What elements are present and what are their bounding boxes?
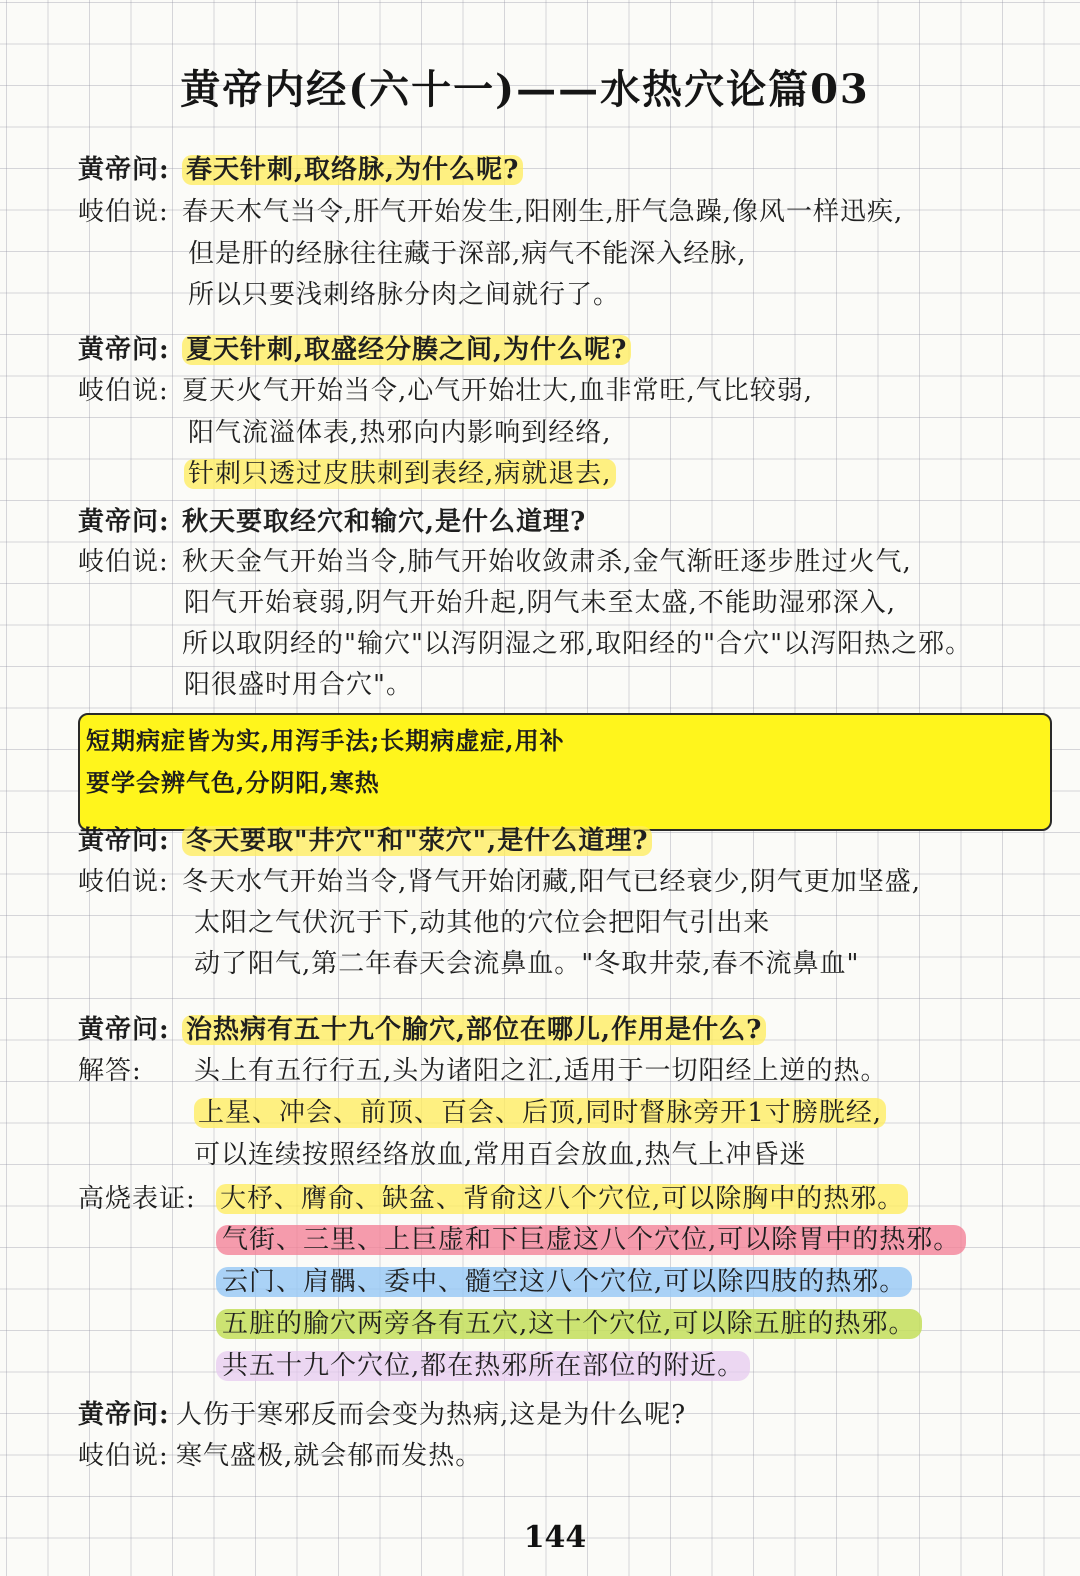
question-highlight: 夏天针刺,取盛经分腠之间,为什么呢? [182, 335, 631, 365]
acupoint-line [216, 1307, 922, 1341]
question-label: 黄帝问: [78, 155, 170, 185]
answer-line: 可以连续按照经络放血,常用百会放血,热气上冲昏迷 [194, 1140, 807, 1170]
acupoint-highlight-green: 五脏的腧穴两旁各有五穴,这十个穴位,可以除五脏的热邪。 [216, 1309, 922, 1339]
acupoint-highlight-yellow: 大杼、膺俞、缺盆、背俞这八个穴位,可以除胸中的热邪。 [216, 1184, 908, 1214]
answer-label: 岐伯说: [78, 547, 169, 577]
acupoint-highlight-blue: 云门、肩髃、委中、髓空这八个穴位,可以除四肢的热邪。 [216, 1267, 912, 1297]
answer-line: 太阳之气伏沉于下,动其他的穴位会把阳气引出来 [194, 908, 771, 938]
question-text [182, 153, 523, 187]
page-number: 144 [523, 1520, 587, 1555]
question-label: 黄帝问: [78, 1015, 170, 1045]
question-label: 黄帝问: [78, 1400, 170, 1430]
answer-line: 但是肝的经脉往往藏于深部,病气不能深入经脉, [188, 239, 747, 269]
answer-line [184, 457, 616, 491]
answer-highlight: 针刺只透过皮肤刺到表经,病就退去, [184, 459, 616, 489]
answer-line: 春天木气当令,肝气开始发生,阳刚生,肝气急躁,像风一样迅疾, [182, 197, 904, 227]
question-text [182, 1013, 766, 1047]
answer-line: 所以取阴经的"输穴"以泻阴湿之邪,取阳经的"合穴"以泻阳热之邪。 [182, 629, 973, 659]
fever-label: 高烧表证: [78, 1184, 196, 1214]
answer-line: 头上有五行行五,头为诸阳之汇,适用于一切阳经上逆的热。 [194, 1056, 888, 1086]
answer-line: 动了阳气,第二年春天会流鼻血。"冬取井荥,春不流鼻血" [194, 949, 860, 979]
answer-line: 阳很盛时用合穴"。 [184, 670, 413, 700]
note-box [78, 713, 1052, 831]
answer-line: 夏天火气开始当令,心气开始壮大,血非常旺,气比较弱, [182, 376, 814, 406]
answer-line: 阳气开始衰弱,阴气开始升起,阴气未至太盛,不能助湿邪深入, [184, 588, 897, 618]
answer-line: 冬天水气开始当令,肾气开始闭藏,阳气已经衰少,阴气更加坚盛, [182, 867, 922, 897]
question-label: 黄帝问: [78, 335, 170, 365]
answer-label: 解答: [78, 1056, 142, 1086]
question-text: 人伤于寒邪反而会变为热病,这是为什么呢? [176, 1400, 687, 1430]
acupoint-line [216, 1349, 750, 1383]
answer-line: 秋天金气开始当令,肺气开始收敛肃杀,金气渐旺逐步胜过火气, [182, 547, 912, 577]
acupoint-highlight-lavender: 共五十九个穴位,都在热邪所在部位的附近。 [216, 1351, 750, 1381]
question-label: 黄帝问: [78, 507, 170, 537]
answer-line: 所以只要浅刺络脉分肉之间就行了。 [188, 280, 621, 310]
answer-highlight: 上星、冲会、前顶、百会、后顶,同时督脉旁开1寸膀胱经, [194, 1098, 886, 1128]
page-title: 黄帝内经(六十一)——水热穴论篇03 [180, 66, 870, 113]
question-text [182, 824, 652, 858]
acupoint-highlight-pink: 气街、三里、上巨虚和下巨虚这八个穴位,可以除胃中的热邪。 [216, 1225, 966, 1255]
acupoint-line [216, 1182, 908, 1216]
question-text: 秋天要取经穴和输穴,是什么道理? [182, 507, 587, 537]
note-line: 要学会辨气色,分阴阳,寒热 [86, 768, 380, 797]
question-text [182, 333, 631, 367]
answer-line: 阳气流溢体表,热邪向内影响到经络, [188, 418, 612, 448]
answer-label: 岐伯说: [78, 867, 169, 897]
acupoint-line [216, 1265, 912, 1299]
answer-line: 寒气盛极,就会郁而发热。 [176, 1441, 483, 1471]
answer-label: 岐伯说: [78, 1441, 169, 1471]
question-highlight: 治热病有五十九个腧穴,部位在哪儿,作用是什么? [182, 1015, 766, 1045]
question-highlight: 春天针刺,取络脉,为什么呢? [182, 155, 523, 185]
answer-label: 岐伯说: [78, 376, 169, 406]
note-line: 短期病症皆为实,用泻手法;长期病虚症,用补 [86, 726, 565, 755]
answer-label: 岐伯说: [78, 197, 169, 227]
acupoint-line [216, 1223, 966, 1257]
question-label: 黄帝问: [78, 826, 170, 856]
question-highlight: 冬天要取"井穴"和"荥穴",是什么道理? [182, 826, 652, 856]
answer-line [194, 1096, 886, 1130]
